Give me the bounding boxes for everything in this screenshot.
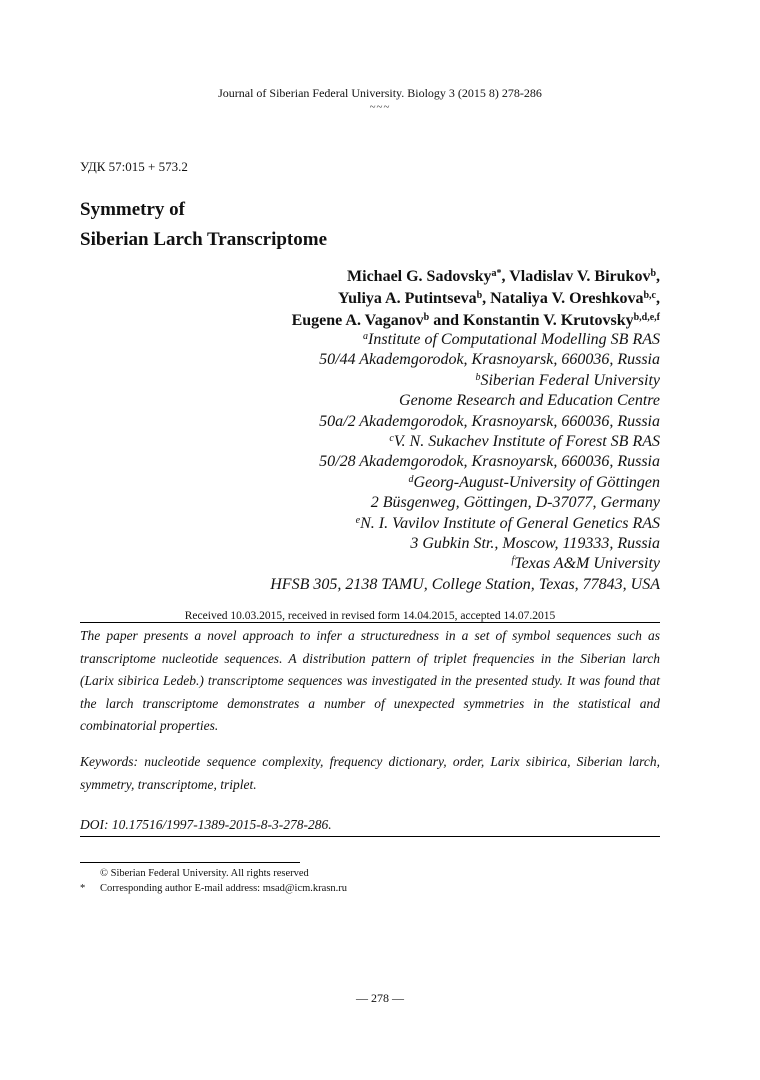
udk-code: УДК 57:015 + 573.2 bbox=[80, 159, 188, 174]
keywords: Keywords: nucleotide sequence complexity, frequency dictionary, order, Larix sibirica, Siberian larch, symmetry, transcriptome, triplet. bbox=[80, 754, 660, 792]
abstract: The paper presents a novel approach to infer a structuredness in a set of symbol sequences such as transcriptome nucleotide sequences. A distribution pattern of triplet frequencies in the Siberian larch (Larix sibirica Ledeb.) transcriptome sequences was investigated in the presented study. It was found that the larch transcriptome demonstrates a number of unexpected symmetries in the statistical and combinatorial properties. bbox=[80, 628, 660, 733]
divider-bottom bbox=[80, 836, 660, 837]
page-number: ― 278 ― bbox=[356, 991, 404, 1005]
author-list bbox=[292, 266, 660, 332]
affiliation-line: $^c$V. N. Sukachev Institute of Forest SB RAS bbox=[389, 433, 660, 451]
author-separator: , bbox=[656, 290, 660, 307]
journal-header: Journal of Siberian Federal University. Biology 3 (2015 8) 278-286 bbox=[218, 86, 542, 100]
author-name: Michael G. Sadovsky bbox=[347, 268, 492, 285]
author-affiliation-marker: a* bbox=[491, 268, 502, 279]
copyright-note: © Siberian Federal University. All rights reserved bbox=[100, 868, 309, 879]
author-affiliation-marker: b,d,e,f bbox=[633, 312, 660, 323]
asterisk-marker: * bbox=[80, 883, 86, 894]
author-name: Vladislav V. Birukov bbox=[509, 268, 651, 285]
author-affiliation-marker: b bbox=[423, 312, 430, 323]
paper-title bbox=[80, 195, 327, 255]
affiliation-line: Genome Research and Education Centre bbox=[399, 392, 660, 410]
author-name: Eugene A. Vaganov bbox=[291, 312, 424, 329]
divider-top bbox=[80, 622, 660, 623]
author-separator: , bbox=[656, 268, 660, 285]
title-line-1: Symmetry of bbox=[80, 199, 185, 220]
author-affiliation-marker: b bbox=[650, 268, 656, 279]
affiliation-line: $^f$Texas A&M University bbox=[511, 555, 660, 573]
author-line bbox=[292, 310, 660, 332]
affiliation-line: 3 Gubkin Str., Moscow, 119333, Russia bbox=[410, 535, 660, 553]
footnotes bbox=[80, 868, 480, 898]
title-line-2: Siberian Larch Transcriptome bbox=[80, 229, 327, 250]
corresponding-author-note: Corresponding author E-mail address: msad@icm.krasn.ru bbox=[100, 883, 348, 894]
affiliation-line: 50/28 Akademgorodok, Krasnoyarsk, 660036, Russia bbox=[319, 453, 660, 471]
author-line bbox=[292, 266, 660, 288]
author-name: Yuliya A. Putintseva bbox=[338, 290, 477, 307]
affiliation-line: HFSB 305, 2138 TAMU, College Station, Texas, 77843, USA bbox=[270, 575, 660, 593]
affiliation-line: 50/44 Akademgorodok, Krasnoyarsk, 660036, Russia bbox=[319, 351, 660, 369]
affiliation-line: 2 Büsgenweg, Göttingen, D-37077, Germany bbox=[370, 494, 660, 512]
author-separator: , bbox=[501, 268, 510, 285]
affiliation-line: 50a/2 Akademgorodok, Krasnoyarsk, 660036, Russia bbox=[319, 412, 660, 430]
footnote-divider bbox=[80, 862, 300, 863]
header-ornament: ~~~ bbox=[369, 101, 391, 113]
affiliation-line: $^b$Siberian Federal University bbox=[475, 371, 660, 389]
received-dates: Received 10.03.2015, received in revised form 14.04.2015, accepted 14.07.2015 bbox=[184, 610, 556, 622]
author-separator: , bbox=[482, 290, 491, 307]
affiliation-line: $^e$N. I. Vavilov Institute of General Genetics RAS bbox=[355, 514, 660, 532]
doi: DOI: 10.17516/1997-1389-2015-8-3-278-286. bbox=[80, 817, 332, 832]
author-affiliation-marker: b,c bbox=[643, 290, 656, 301]
affiliation-line: $^d$Georg-August-University of Göttingen bbox=[408, 473, 660, 491]
affiliation-list bbox=[270, 330, 660, 595]
author-affiliation-marker: b bbox=[476, 290, 483, 301]
author-separator: and bbox=[429, 312, 464, 329]
author-name: Nataliya V. Oreshkova bbox=[490, 290, 644, 307]
author-name: Konstantin V. Krutovsky bbox=[463, 312, 634, 329]
author-line bbox=[292, 288, 660, 310]
affiliation-line: $^a$Institute of Computational Modelling SB RAS bbox=[363, 331, 660, 348]
